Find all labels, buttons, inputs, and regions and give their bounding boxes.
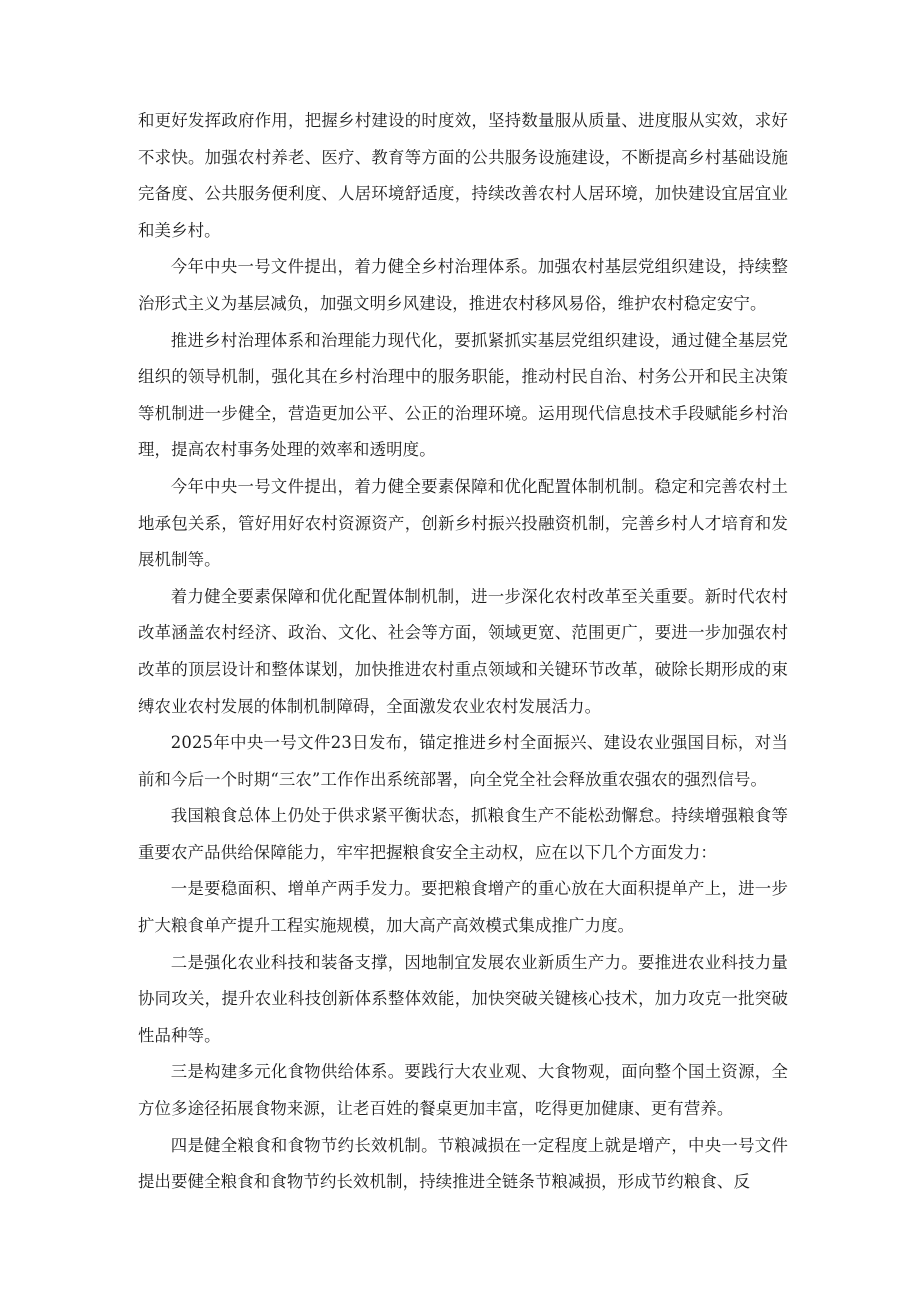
paragraph-6: 2025年中央一号文件23日发布，锚定推进乡村全面振兴、建设农业强国目标，对当前和今后一个时期“三农”工作作出系统部署，向全党全社会释放重农强农的强烈信号。: [138, 733, 788, 789]
document-body: [138, 103, 788, 1201]
paragraph-5: 着力健全要素保障和优化配置体制机制，进一步深化农村改革至关重要。新时代农村改革涵盖农村经济、政治、文化、社会等方面，领域更宽、范围更广，要进一步加强农村改革的顶层设计和整体谋划，加快推进农村重点领域和关键环节改革，破除长期形成的束缚农业农村发展的体制机制障碍，全面激发农业农村发展活力。: [138, 586, 788, 716]
paragraph-7: 我国粮食总体上仍处于供求紧平衡状态，抓粮食生产不能松劲懈怠。持续增强粮食等重要农产品供给保障能力，牢牢把握粮食安全主动权，应在以下几个方面发力：: [138, 806, 788, 862]
paragraph-9: 二是强化农业科技和装备支撑，因地制宜发展农业新质生产力。要推进农业科技力量协同攻关，提升农业科技创新体系整体效能，加快突破关键核心技术，加力攻克一批突破性品种等。: [138, 952, 788, 1045]
paragraph-1: 和更好发挥政府作用，把握乡村建设的时度效，坚持数量服从质量、进度服从实效，求好不求快。加强农村养老、医疗、教育等方面的公共服务设施建设，不断提高乡村基础设施完备度、公共服务便利度、人居环境舒适度，持续改善农村人居环境，加快建设宜居宜业和美乡村。: [138, 111, 788, 240]
paragraph-2: 今年中央一号文件提出，着力健全乡村治理体系。加强农村基层党组织建设，持续整治形式主义为基层减负，加强文明乡风建设，推进农村移风易俗，维护农村稳定安宁。: [138, 257, 788, 313]
paragraph-10: 三是构建多元化食物供给体系。要践行大农业观、大食物观，面向整个国土资源，全方位多途径拓展食物来源，让老百姓的餐桌更加丰富，吃得更加健康、更有营养。: [138, 1062, 788, 1119]
paragraph-8: 一是要稳面积、增单产两手发力。要把粮食增产的重心放在大面积提单产上，进一步扩大粮食单产提升工程实施规模，加大高产高效模式集成推广力度。: [138, 879, 788, 936]
paragraph-3: 推进乡村治理体系和治理能力现代化，要抓紧抓实基层党组织建设，通过健全基层党组织的领导机制，强化其在乡村治理中的服务职能，推动村民自治、村务公开和民主决策等机制进一步健全，营造更加公平、公正的治理环境。运用现代信息技术手段赋能乡村治理，提高农村事务处理的效率和透明度。: [138, 330, 788, 460]
paragraph-11: 四是健全粮食和食物节约长效机制。节粮减损在一定程度上就是增产，中央一号文件提出要健全粮食和食物节约长效机制，持续推进全链条节粮减损，形成节约粮食、反: [138, 1135, 788, 1192]
paragraph-4: 今年中央一号文件提出，着力健全要素保障和优化配置体制机制。稳定和完善农村土地承包关系，管好用好农村资源资产，创新乡村振兴投融资机制，完善乡村人才培育和发展机制等。: [138, 476, 788, 570]
